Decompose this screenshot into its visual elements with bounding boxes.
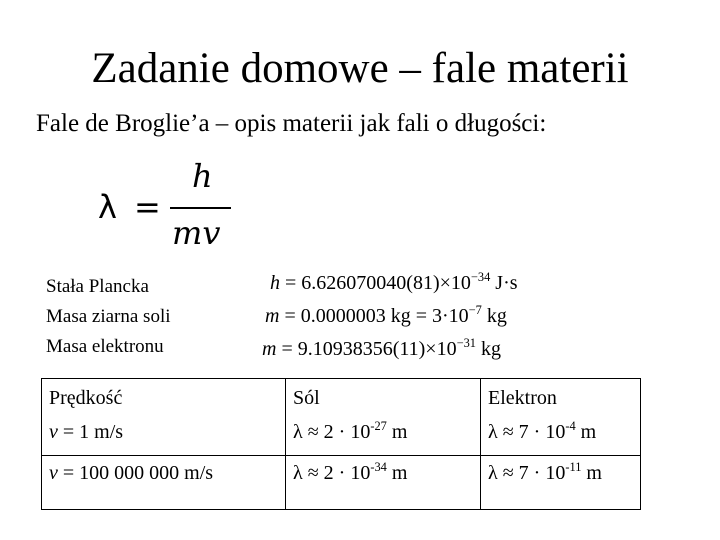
formula-lambda: λ — [98, 188, 117, 226]
value-electron-mass: $m = 9.10938356(11)\times 10^{-31}$ kg — [262, 335, 501, 360]
table-cell-speed — [42, 456, 286, 510]
label-salt-mass: Masa ziarna soli — [46, 306, 171, 327]
electron-wavelength: $\lambda \approx 7 \cdot 10^{-11}$ m — [488, 459, 602, 484]
constant-values — [262, 267, 518, 366]
salt-wavelength: $\lambda \approx 2 \cdot 10^{-34}$ m — [293, 459, 408, 484]
wavelength-table — [41, 378, 641, 510]
table-cell-salt — [286, 456, 481, 510]
header-electron: Elektron — [488, 387, 557, 409]
speed-value: v = 100 000 000 m/s — [49, 462, 214, 484]
header-speed: Prędkość — [49, 387, 123, 409]
salt-wavelength: $\lambda \approx 2 \cdot 10^{-27}$ m — [293, 418, 408, 443]
speed-value: v = 1 m/s — [49, 421, 124, 443]
value-salt-mass: m = 0.0000003 kg = $3\cdot 10^{-7}$ kg — [265, 302, 507, 327]
table-row — [42, 456, 641, 510]
table-cell-electron — [481, 456, 641, 510]
formula-equals: = — [134, 188, 161, 226]
header-salt: Sól — [293, 387, 320, 409]
label-planck: Stała Plancka — [46, 276, 149, 297]
slide-subtitle: Fale de Broglie’a – opis materii jak fali o długości: — [36, 110, 547, 137]
table-cell-electron — [481, 379, 641, 456]
electron-wavelength: $\lambda \approx 7 \cdot 10^{-4}$ m — [488, 418, 597, 443]
slide-title: Zadanie domowe – fale materii — [91, 45, 629, 92]
formula-denominator: mv — [172, 214, 221, 250]
table-row — [42, 379, 641, 456]
table-cell-salt — [286, 379, 481, 456]
table-cell-speed — [42, 379, 286, 456]
de-broglie-formula — [98, 160, 248, 250]
constant-labels — [46, 272, 171, 362]
label-electron-mass: Masa elektronu — [46, 336, 164, 357]
value-planck: $h = 6.626070040(81)\times 10^{-34}$ J·s — [270, 269, 518, 294]
formula-graphic — [98, 160, 248, 250]
formula-numerator: h — [192, 160, 213, 195]
